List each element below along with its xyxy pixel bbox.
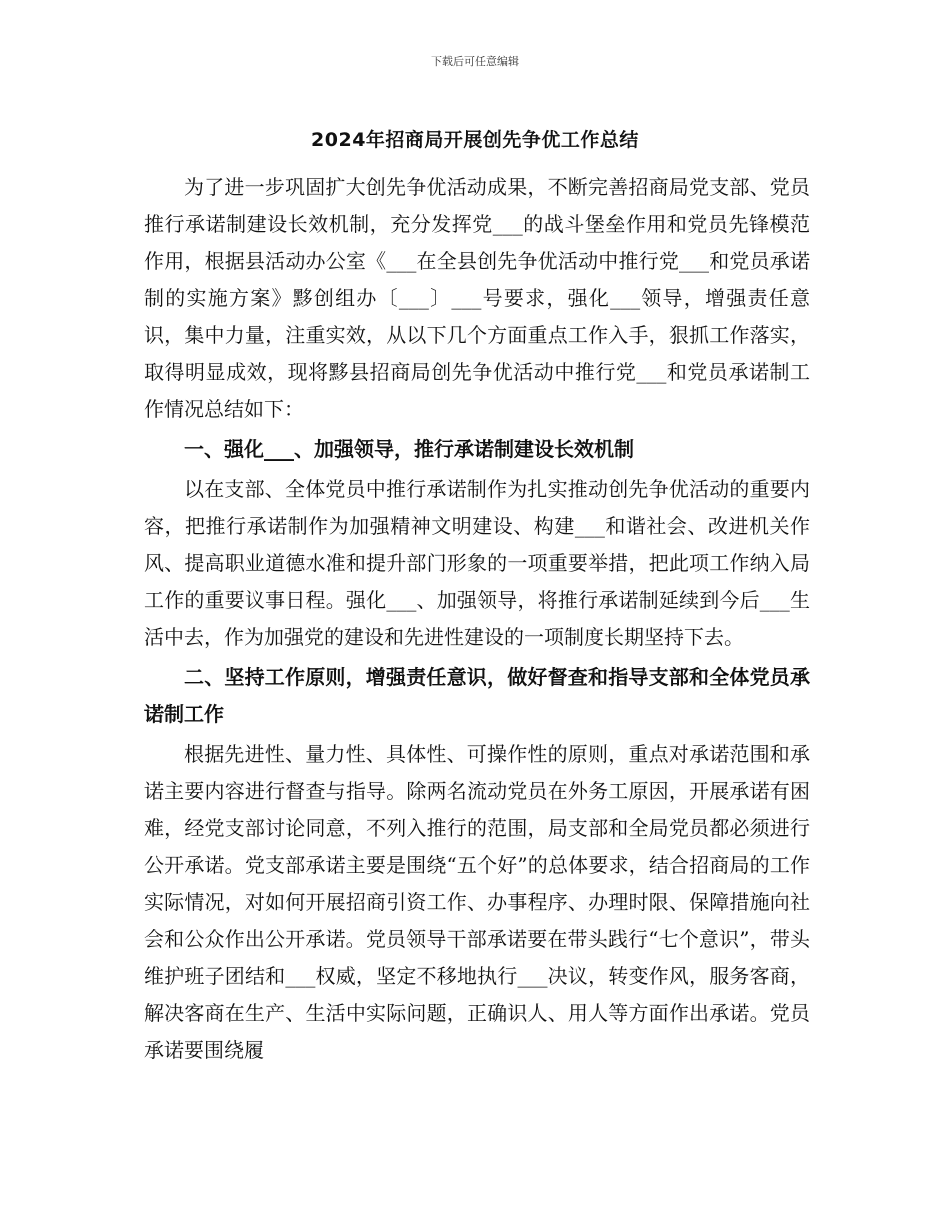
section-heading-2: 二、坚持工作原则，增强责任意识，做好督查和指导支部和全体党员承诺制工作	[144, 665, 810, 726]
header-note: 下载后可任意编辑	[431, 55, 519, 68]
intro-paragraph: 为了进一步巩固扩大创先争优活动成果，不断完善招商局党支部、党员推行承诺制建设长效机制，充分发挥党___的战斗堡垒作用和党员先锋模范作用，根据县活动办公室《___在全县创先争优活动中推行党___和党员承诺制的实施方案》黟创组办〔___〕___号要求，强化___领导，增强责任意识，集中力量，注重实效，从以下几个方面重点工作入手，狠抓工作落实，取得明显成效，现将黟县招商局创先争优活动中推行党___和党员承诺制工作情况总结如下：	[144, 175, 810, 421]
document-body	[144, 169, 810, 1069]
document-title: 2024年招商局开展创先争优工作总结	[311, 129, 639, 151]
section-1-paragraph: 以在支部、全体党员中推行承诺制作为扎实推动创先争优活动的重要内容，把推行承诺制作为加强精神文明建设、构建___和谐社会、改进机关作风、提高职业道德水准和提升部门形象的一项重要举措，把此项工作纳入局工作的重要议事日程。强化___、加强领导，将推行承诺制延续到今后___生活中去，作为加强党的建设和先进性建设的一项制度长期坚持下去。	[144, 477, 810, 649]
section-heading-1: 一、强化___、加强领导，推行承诺制建设长效机制	[184, 437, 634, 461]
section-2-paragraph: 根据先进性、量力性、具体性、可操作性的原则，重点对承诺范围和承诺主要内容进行督查与指导。除两名流动党员在外务工原因，开展承诺有困难，经党支部讨论同意，不列入推行的范围，局支部和全局党员都必须进行公开承诺。党支部承诺主要是围绕“五个好”的总体要求，结合招商局的工作实际情况，对如何开展招商引资工作、办事程序、办理时限、保障措施向社会和公众作出公开承诺。党员领导干部承诺要在带头践行“七个意识”，带头维护班子团结和___权威，坚定不移地执行___决议，转变作风，服务客商，解决客商在生产、生活中实际问题，正确识人、用人等方面作出承诺。党员承诺要围绕履	[144, 742, 810, 1062]
